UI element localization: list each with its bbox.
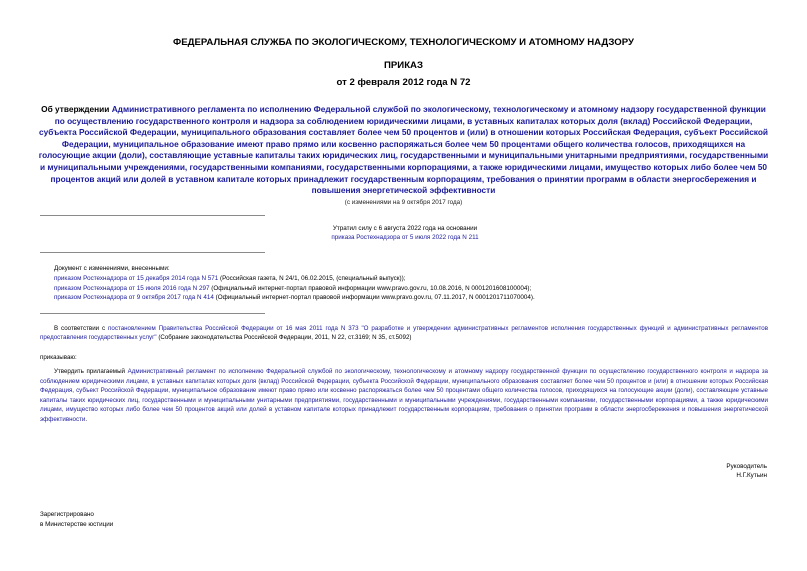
amendment-source: (Российская газета, N 24/1, 06.02.2015, (специальный выпуск)); [218,274,406,282]
preamble-source: (Собрание законодательства Российской Федерации, 2011, N 22, ст.3169; N 35, ст.5092) [156,334,412,342]
order-end: . [85,415,88,423]
title-prefix: Об утверждении [41,104,112,114]
signature-block [600,462,767,480]
list-item [54,284,774,294]
lost-force-text: Утратил силу с 6 августа 2022 года на основании [332,225,478,232]
lost-force-link[interactable]: приказа Ростехнадзора от 5 июля 2022 года N 211 [331,234,479,241]
preamble-prefix: В соответствии с [54,325,109,332]
document-date-number: от 2 февраля 2012 года N 72 [336,77,471,88]
signature-name: Н.Г.Кутьин [736,472,767,479]
lost-force-notice [280,224,530,242]
amendment-link[interactable]: приказом Ростехнадзора от 9 октября 2017 года N 414 [54,294,214,302]
document-changes-list [54,264,774,303]
amendment-link[interactable]: приказом Ростехнадзора от 15 июля 2016 года N 297 [54,284,210,292]
divider [40,313,265,314]
order-paragraph [40,367,768,425]
divider [40,215,265,216]
registration-line2: в Министерстве юстиции [40,520,114,528]
changes-note: (с изменениями на 9 октября 2017 года) [344,199,463,206]
divider [40,252,265,253]
registration-line1: Зарегистрировано [40,511,94,518]
government-resolution-link[interactable]: постановлением Правительства Российской Федерации от 16 мая 2011 года N 373 "О разработке и утверждении административных регламентов исполнения государственных функций и административных регламентов предоставления государственных услуг" [40,325,768,342]
title-regulation-link[interactable]: Административного регламента по исполнению Федеральной службой по экологическому, технологическому и атомному надзору государственной функции по осуществлению государственного контроля и надзора за соблюдением юридическими лицами, в уставных капиталах которых доля (вклад) Российской Федерации, субъекта Российской Федерации, муниципального образования составляет более чем 50 процентов и (или) в отношении которых Российская Федерация, субъект Российской Федерации, муниципальное образование имеют право прямо или косвенно распоряжаться более чем 50 процентами общего количества голосов, приходящихся на голосующие акции (доли), составляющие уставные капиталы таких юридических лиц, государственными и муниципальными унитарными предприятиями, государственными и муниципальными учреждениями, государственными компаниями, государственными корпорациями, а также юридическими лицами, имущество которых либо более чем 50 процентов акций или долей в уставном капитале которых принадлежит государственным корпорациям, требования о принятии программ в области энергосбережения и повышения энергетической эффективности [38,104,769,196]
registration-block [40,510,113,529]
document-title [36,104,771,197]
document-changes-heading: Документ с изменениями, внесенными: [54,265,170,272]
list-item [54,293,774,303]
order-word: приказываю: [40,354,77,361]
amendment-source: (Официальный интернет-портал правовой информации www.pravo.gov.ru, 07.11.2017, N 0001201711070004). [213,294,535,302]
list-item [54,274,774,284]
organization-header: ФЕДЕРАЛЬНАЯ СЛУЖБА ПО ЭКОЛОГИЧЕСКОМУ, ТЕХНОЛОГИЧЕСКОМУ И АТОМНОМУ НАДЗОРУ [173,37,634,48]
signature-role: Руководитель [726,463,767,470]
order-prefix: Утвердить прилагаемый [54,368,128,375]
regulation-link[interactable]: Административный регламент по исполнению Федеральной службой по экологическому, технологическому и атомному надзору государственной функции по осуществлению государственного контроля и надзора за соблюдением юридическими лицами, в уставных капиталах которых доля (вклад) Российской Федерации, субъекта Российской Федерации, муниципального образования составляет более чем 50 процентов и (или) в отношении которых Российская Федерация, субъект Российской Федерации, муниципальное образование имеют право прямо или косвенно распоряжаться более чем 50 процентами общего количества голосов, приходящихся на голосующие акции (доли), составляющие уставные капиталы таких юридических лиц, государственными и муниципальными унитарными предприятиями, государственными и муниципальными учреждениями, государственными компаниями, государственными корпорациями, а также юридическими лицами, имущество которых либо более чем 50 процентов акций или долей в уставном капитале которых принадлежит государственным корпорациям, требования о принятии программ в области энергосбережения и повышения энергетической эффективности [40,368,768,423]
amendment-source: (Официальный интернет-портал правовой информации www.pravo.gov.ru, 10.08.2016, N 0001201608100004); [209,284,532,292]
amendment-link[interactable]: приказом Ростехнадзора от 15 декабря 2014 года N 571 [54,274,219,282]
preamble-paragraph [40,324,768,343]
document-type: ПРИКАЗ [384,60,423,71]
